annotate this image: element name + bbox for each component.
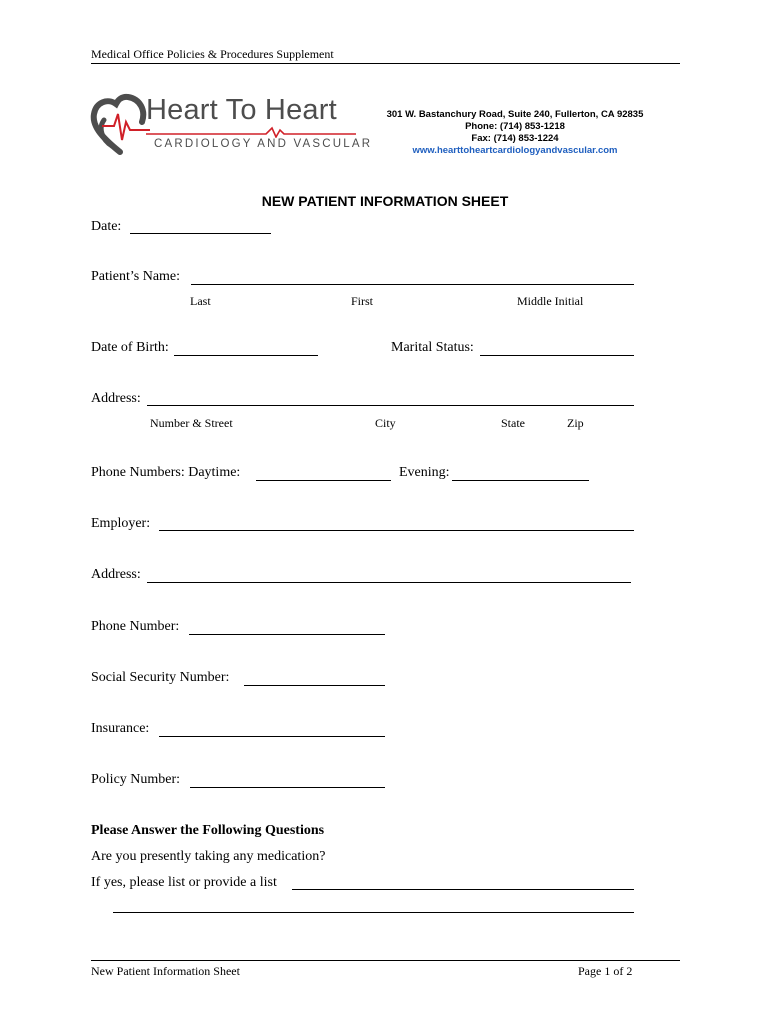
footer-title: New Patient Information Sheet [91,964,240,978]
address-sub-street: Number & Street [150,416,233,430]
form-title: NEW PATIENT INFORMATION SHEET [261,193,509,209]
header-supplement: Medical Office Policies & Procedures Supplement [91,47,334,61]
employer-label: Employer: [91,516,151,531]
address-sub-zip: Zip [567,416,584,430]
header-rule [91,63,680,64]
name-sub-first: First [351,294,374,308]
logo-subtitle: CARDIOLOGY AND VASCULAR [154,138,373,150]
footer-rule [91,960,680,961]
medication-list-field-2[interactable] [113,912,634,913]
heart-logo-icon [90,92,150,158]
employer-address-field[interactable] [147,582,631,583]
patient-name-field[interactable] [191,284,634,285]
insurance-field[interactable] [159,736,385,737]
name-sub-middle: Middle Initial [517,294,584,308]
employer-address-label: Address: [91,567,141,582]
insurance-label: Insurance: [91,721,150,736]
ssn-label: Social Security Number: [91,670,230,685]
phone-number-field[interactable] [189,634,385,635]
footer-page-number: Page 1 of 2 [578,964,633,978]
logo-title: Heart To Heart [146,94,337,126]
evening-label: Evening: [399,465,450,480]
phone-numbers-label: Phone Numbers: Daytime: [91,465,241,480]
medication-list-field[interactable] [292,889,634,890]
medication-list-question: If yes, please list or provide a list [91,875,277,890]
marital-status-field[interactable] [480,355,634,356]
medication-question: Are you presently taking any medication? [91,849,326,864]
date-field[interactable] [130,233,271,234]
contact-website-link[interactable]: www.hearttoheartcardiologyandvascular.com [412,145,618,156]
address-field[interactable] [147,405,634,406]
address-sub-city: City [375,416,396,430]
logo [90,92,373,162]
marital-status-label: Marital Status: [391,340,474,355]
evening-phone-field[interactable] [452,480,589,481]
policy-number-field[interactable] [190,787,385,788]
ssn-field[interactable] [244,685,385,686]
contact-fax: Fax: (714) 853-1224 [471,133,559,144]
contact-address: 301 W. Bastanchury Road, Suite 240, Fullerton, CA 92835 [386,109,644,120]
dob-field[interactable] [174,355,318,356]
contact-block [370,109,660,157]
questions-heading: Please Answer the Following Questions [91,823,325,838]
address-label: Address: [91,391,141,406]
name-sub-last: Last [190,294,211,308]
date-label: Date: [91,219,122,234]
policy-number-label: Policy Number: [91,772,181,787]
contact-phone: Phone: (714) 853-1218 [465,121,565,132]
patient-name-label: Patient’s Name: [91,269,181,284]
employer-field[interactable] [159,530,634,531]
address-sub-state: State [501,416,525,430]
phone-number-label: Phone Number: [91,619,180,634]
heartbeat-line-icon [146,126,356,138]
daytime-phone-field[interactable] [256,480,391,481]
dob-label: Date of Birth: [91,340,169,355]
